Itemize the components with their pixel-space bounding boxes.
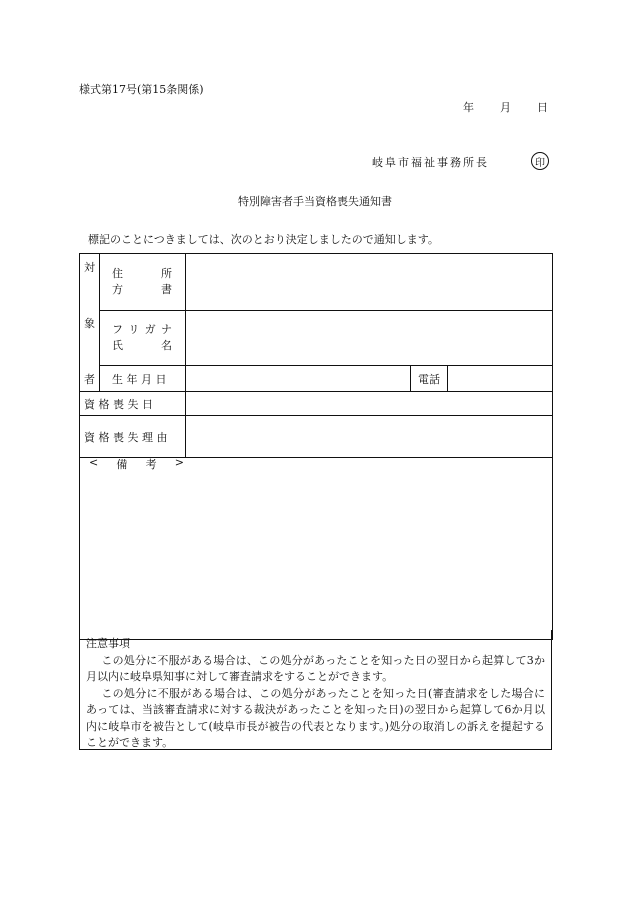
loss-reason-label bbox=[80, 416, 186, 458]
intro-text: 標記のことにつきましては、次のとおり決定しましたので通知します。 bbox=[88, 233, 439, 246]
seal-mark: 印 bbox=[531, 152, 549, 170]
date-line bbox=[463, 99, 548, 115]
furigana-char: ガ bbox=[144, 323, 156, 336]
subject-table bbox=[79, 253, 553, 640]
furigana-char: フ bbox=[112, 323, 123, 336]
month-label: 月 bbox=[500, 101, 511, 114]
phone-label: 電話 bbox=[411, 366, 448, 392]
address-label bbox=[100, 254, 186, 311]
side-char: 者 bbox=[84, 373, 95, 386]
phone-field[interactable] bbox=[448, 366, 553, 392]
remarks-char: 考 bbox=[145, 458, 157, 471]
remarks-heading bbox=[89, 456, 184, 472]
notes-heading: 注意事項 bbox=[86, 637, 130, 650]
birthdate-field[interactable] bbox=[186, 366, 411, 392]
notes-paragraph-1: この処分に不服がある場合は、この処分があったことを知った日の翌日から起算して3か月以内に岐阜県知事に対して審査請求をすることができます。 bbox=[86, 653, 545, 683]
address-char: 方 bbox=[112, 282, 123, 296]
document-title: 特別障害者手当資格喪失通知書 bbox=[238, 195, 392, 208]
name-label bbox=[100, 310, 186, 366]
furigana-char: ナ bbox=[160, 323, 172, 336]
name-char: 氏 bbox=[112, 339, 123, 352]
notes-paragraph-2: この処分に不服がある場合は、この処分があったことを知った日(審査請求をした場合にあっては、当該審査請求に対する裁決があったことを知った日)の翌日から起算して6か月以内に岐阜市を被告として(岐阜市長が被告の代表となります。)処分の取消しの訴えを提起することができます。 bbox=[86, 686, 545, 749]
subject-side-label bbox=[80, 254, 100, 392]
name-char: 名 bbox=[161, 339, 172, 352]
remarks-field[interactable] bbox=[80, 458, 553, 640]
year-label: 年 bbox=[463, 101, 474, 114]
form-number: 様式第17号(第15条関係) bbox=[79, 83, 204, 96]
day-label: 日 bbox=[537, 101, 548, 114]
birthdate-text: 生 年 月 日 bbox=[112, 372, 167, 386]
notes-box bbox=[79, 630, 552, 750]
remarks-char: > bbox=[174, 456, 184, 469]
address-char: 書 bbox=[161, 282, 172, 296]
loss-reason-text: 資 格 喪 失 理 由 bbox=[84, 430, 168, 444]
side-char: 象 bbox=[84, 317, 95, 330]
loss-reason-field[interactable] bbox=[186, 416, 553, 458]
name-field[interactable] bbox=[186, 310, 553, 366]
birthdate-label bbox=[100, 366, 186, 392]
address-char: 所 bbox=[161, 266, 172, 280]
remarks-char: < bbox=[89, 456, 99, 469]
loss-date-label bbox=[80, 392, 186, 416]
side-char: 対 bbox=[84, 261, 95, 274]
furigana-char: リ bbox=[128, 323, 140, 336]
loss-date-field[interactable] bbox=[186, 392, 553, 416]
address-char: 住 bbox=[112, 266, 123, 280]
remarks-char: 備 bbox=[116, 458, 128, 471]
issuer-name: 岐阜市福祉事務所長 bbox=[372, 156, 489, 169]
loss-date-text: 資 格 喪 失 日 bbox=[84, 397, 153, 411]
address-field[interactable] bbox=[186, 254, 553, 311]
